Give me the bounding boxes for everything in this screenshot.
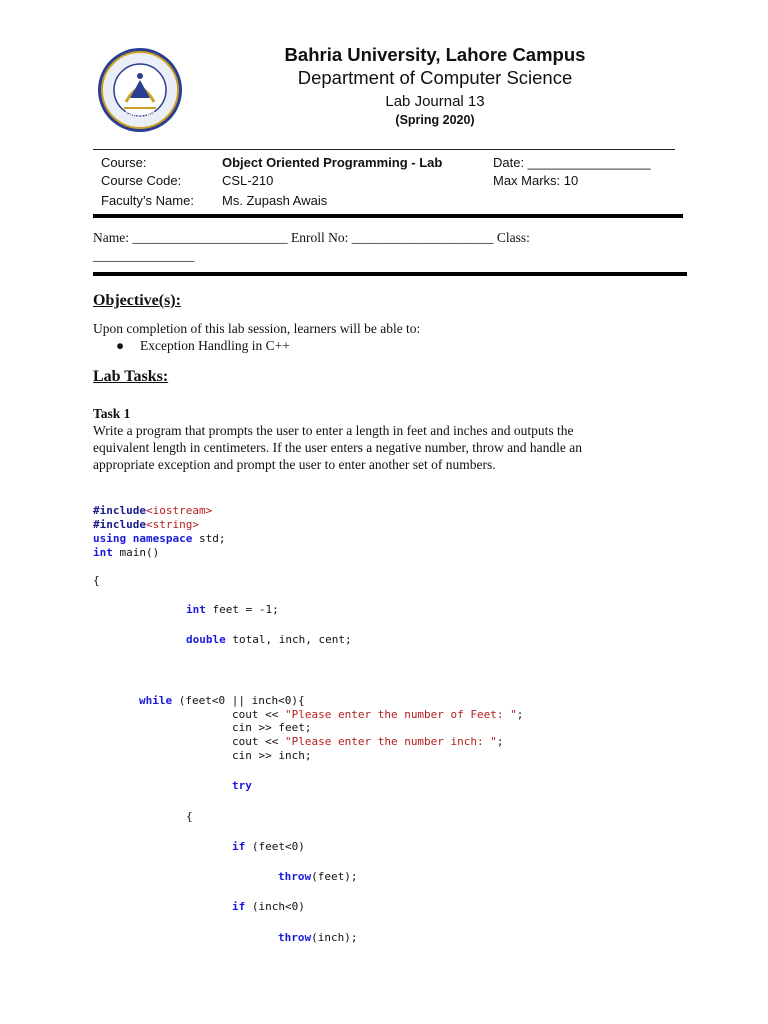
course-code-label: Course Code: <box>101 173 182 188</box>
max-marks: Max Marks: 10 <box>493 173 579 188</box>
code-line: double total, inch, cent; <box>186 633 352 646</box>
code-line: using namespace std; <box>93 532 226 545</box>
task-description-line-3: appropriate exception and prompt the user to enter another set of numbers. <box>93 457 496 472</box>
logo-text-top <box>96 46 172 48</box>
header-divider <box>93 149 675 150</box>
code-line: { <box>186 810 193 823</box>
course-code-value: CSL-210 <box>222 173 274 188</box>
journal-title: Lab Journal 13 <box>385 93 485 110</box>
semester-label: (Spring 2020) <box>395 113 475 127</box>
bullet-icon: ● <box>116 338 125 353</box>
objective-intro: Upon completion of this lab session, learners will be able to: <box>93 321 421 336</box>
code-line: #include<iostream> <box>93 504 213 517</box>
code-line: if (inch<0) <box>232 900 305 913</box>
course-value: Object Oriented Programming - Lab <box>222 155 443 170</box>
code-line: cin >> feet; <box>232 721 312 734</box>
department-title: Department of Computer Science <box>297 67 573 88</box>
lab-tasks-heading: Lab Tasks: <box>93 368 169 385</box>
code-line: int feet = -1; <box>186 603 279 616</box>
course-label: Course: <box>101 155 147 170</box>
code-line: cin >> inch; <box>232 749 312 762</box>
task-description-line-2: equivalent length in centimeters. If the user enters a negative number, throw and handle an <box>93 440 583 455</box>
faculty-label: Faculty’s Name: <box>101 193 194 208</box>
student-fields: Name: _______________________ Enroll No: _____________________ Class: <box>93 230 530 245</box>
class-field-line: _______________ <box>93 248 195 263</box>
logo-text-bottom: PAKISTAN <box>123 108 157 120</box>
code-line: throw(feet); <box>278 870 358 883</box>
code-line: throw(inch); <box>278 931 358 944</box>
task-title: Task 1 <box>93 406 131 421</box>
code-line: cout << "Please enter the number inch: "; <box>232 735 504 748</box>
objective-heading: Objective(s): <box>93 292 181 309</box>
objective-bullet: Exception Handling in C++ <box>140 338 290 353</box>
code-line: { <box>93 574 100 587</box>
faculty-value: Ms. Zupash Awais <box>222 193 328 208</box>
code-line: try <box>232 779 252 792</box>
code-line: int main() <box>93 546 160 559</box>
code-line: cout << "Please enter the number of Feet: "; <box>232 708 524 721</box>
student-divider <box>93 272 687 276</box>
university-logo <box>96 46 184 134</box>
code-line: if (feet<0) <box>232 840 305 853</box>
task-description-line-1: Write a program that prompts the user to enter a length in feet and inches and outputs the <box>93 423 574 438</box>
university-title: Bahria University, Lahore Campus <box>284 44 586 65</box>
code-line: while (feet<0 || inch<0){ <box>139 694 305 707</box>
info-divider <box>93 214 683 218</box>
date-field: Date: _________________ <box>493 155 651 170</box>
code-line: #include<string> <box>93 518 199 531</box>
